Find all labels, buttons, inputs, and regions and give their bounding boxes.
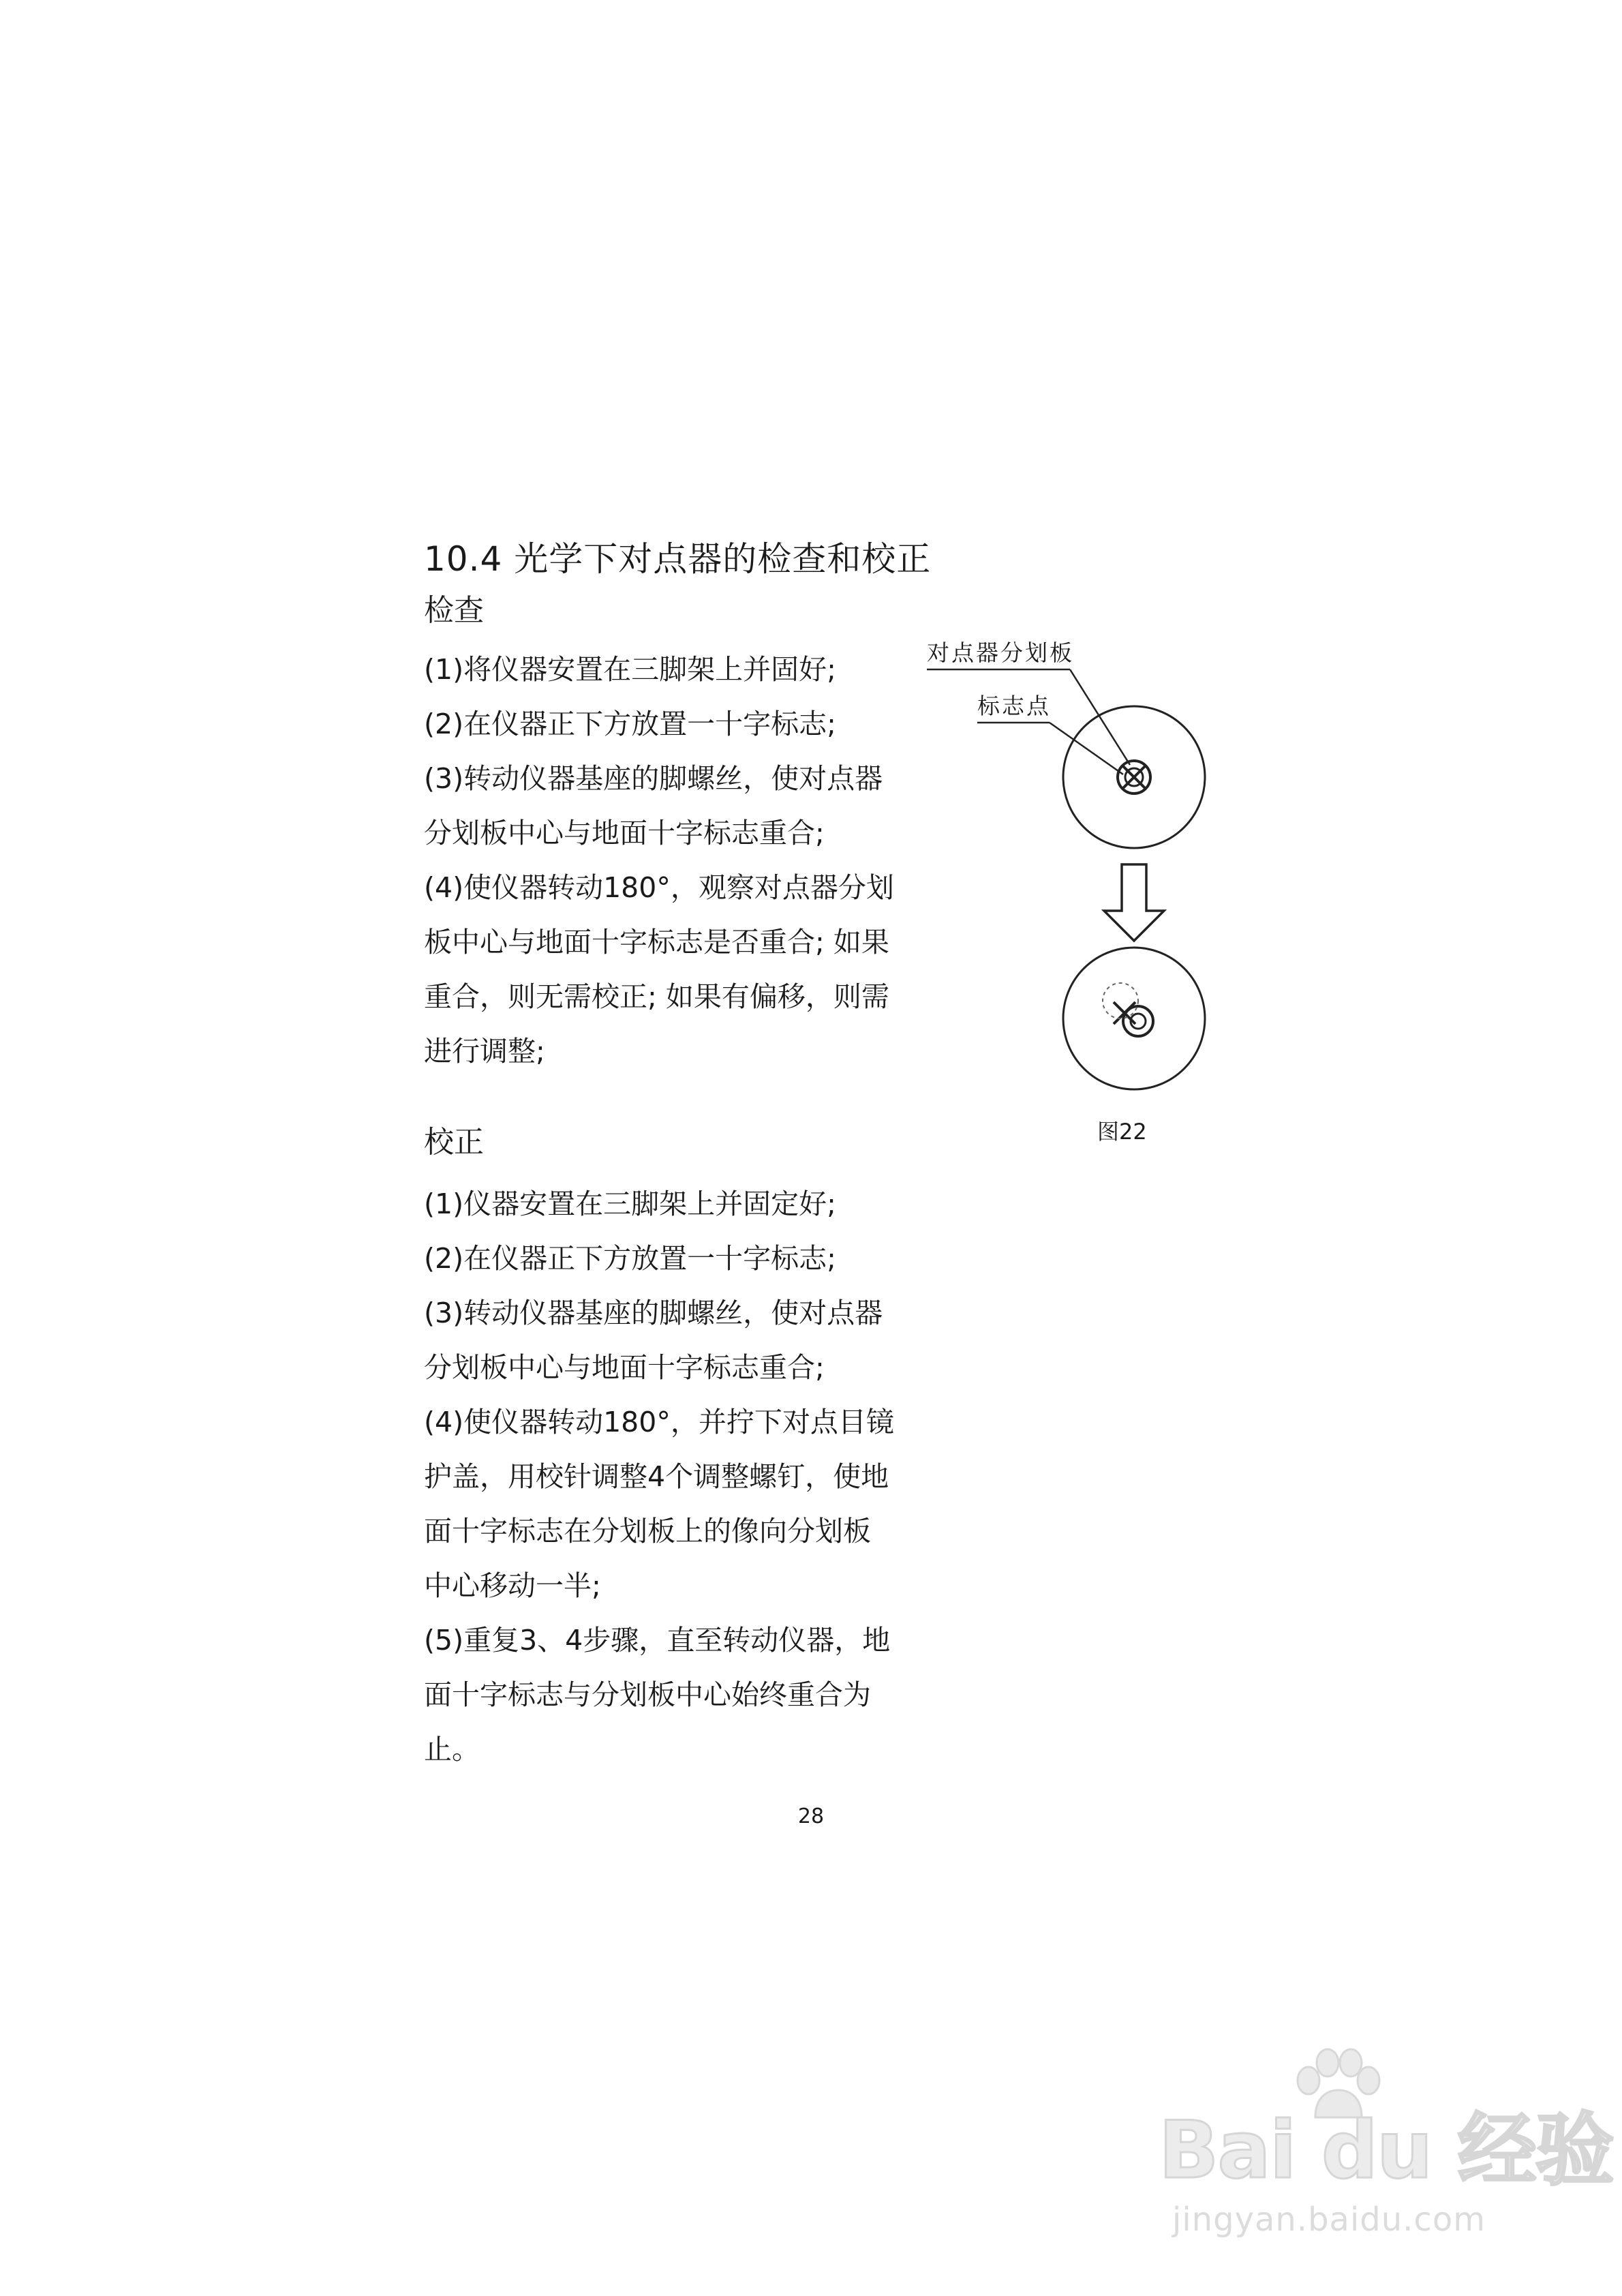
- page-number: 28: [797, 1804, 825, 1828]
- section-title: 10.4 光学下对点器的检查和校正: [424, 539, 932, 579]
- correction-heading: 校正: [424, 1125, 484, 1160]
- correction-step-3: (3)转动仪器基座的脚螺丝，使对点器分划板中心与地面十字标志重合;: [424, 1297, 883, 1384]
- check-steps-list: [424, 642, 894, 1078]
- check-step-1: (1)将仪器安置在三脚架上并固好;: [424, 653, 836, 686]
- correction-step-5: (5)重复3、4步骤，直至转动仪器，地面十字标志与分划板中心始终重合为止。: [424, 1624, 891, 1766]
- check-heading: 检查: [424, 593, 484, 628]
- plummet-diagram: [906, 614, 1261, 1145]
- reticle-leader-diagonal: [1070, 669, 1130, 765]
- correction-step-1: (1)仪器安置在三脚架上并固定好;: [424, 1188, 836, 1220]
- bottom-view-circle: [1063, 948, 1205, 1089]
- down-arrow-icon: [1104, 864, 1164, 941]
- check-step-2: (2)在仪器正下方放置一十字标志;: [424, 708, 836, 740]
- correction-steps-list: [424, 1177, 894, 1777]
- check-step-3: (3)转动仪器基座的脚螺丝，使对点器分划板中心与地面十字标志重合;: [424, 762, 883, 849]
- top-reticle-target: [1118, 761, 1150, 794]
- baidu-jingyan-watermark: [1131, 2045, 1613, 2250]
- mark-label: 标志点: [977, 693, 1051, 719]
- mark-leader-diagonal: [1050, 723, 1123, 774]
- bottom-offset-target: [1103, 983, 1153, 1036]
- check-step-4: (4)使仪器转动180°，观察对点器分划板中心与地面十字标志是否重合; 如果重合，则无需校正; 如果有偏移，则需进行调整;: [424, 871, 894, 1068]
- watermark-logo-text: Bai du 经验: [1159, 2104, 1613, 2196]
- watermark-url: jingyan.baidu.com: [1172, 2201, 1486, 2239]
- reticle-label: 对点器分划板: [927, 639, 1074, 666]
- correction-step-4: (4)使仪器转动180°，并拧下对点目镜护盖，用校针调整4个调整螺钉，使地面十字标志在分划板上的像向分划板中心移动一半;: [424, 1406, 894, 1602]
- figure-caption: 图22: [1097, 1119, 1147, 1145]
- figure-22: [906, 614, 1261, 1145]
- correction-step-2: (2)在仪器正下方放置一十字标志;: [424, 1242, 836, 1275]
